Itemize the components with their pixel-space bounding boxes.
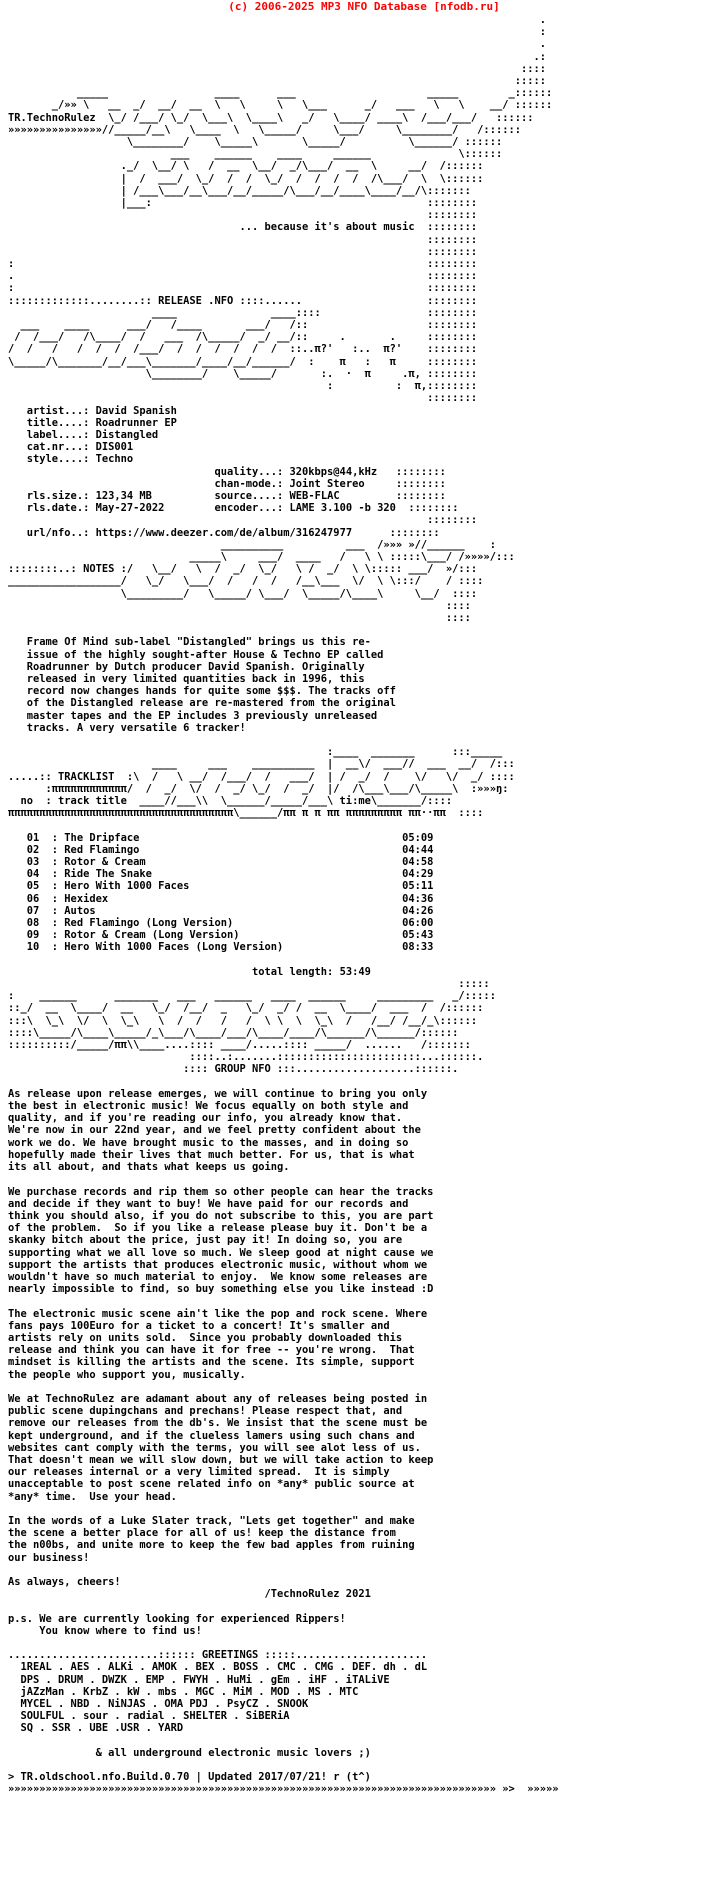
group-nfo-spacer [8, 1076, 559, 1088]
greetings-header: ........................:::::: GREETINGS :::::..................... [8, 1649, 428, 1662]
footer-spacer [8, 1759, 559, 1771]
notes-spacer [8, 734, 559, 746]
chanmode-value: Joint Stereo [289, 477, 365, 490]
greetings-footer: & all underground electronic music lovers ;) [95, 1746, 371, 1759]
greetings-list: 1REAL . AES . ALKi . AMOK . BEX . BOSS . CMC . CMG . DEF. dh . dL DPS . DRUM . DWZK . EMP . FWYH . HuMi . gEm . iHF . iTALiVE jAZzMan . KrbZ . kW . mbs . MGC . MiM . MOD . MS . MTC MYCEL . NBD . NiNJAS . OMA PDJ . PsyCZ . SNOOK SOULFUL . sour . radial . SHELTER . SiBERiA SQ . SSR . UBE .USR . YARD [20, 1661, 428, 1735]
group-nfo-text: As release upon release emerges, we will continue to bring you only the best in electronic music! We focus equally on both style and quality, and if you're reading our info, you already know that. We're now in our 22nd year, and we feel pretty confident about the work we do. We have brought music to the masses, and in doing so hopefully made their lives that much better. For us, that is what its all about, and thats what keeps us going. We purchase records and rip them so other people can hear the tracks and decide if they want to buy! We have paid for our records and think you should also, if you do not subscribe to this, you are part of the problem. So if you like a release please buy it. Don't be a skanky bitch about the price, just pay it! In doing so, you are supporting what we all love so much. We sleep good at night cause we support the artists that produces electronic music, without whom we wouldn't have so much material to enjoy. We know some releases are nearly impossible to find, so buy something else you like instead :D The electronic music scene ain't like the pop and rock scene. Where fans pays 100Euro for a ticket to a concert! It's smaller and artists rely on units sold. Since you probably downloaded this release and think you can have it for free -- you're wrong. That mindset is killing the artists and the scene. Its simple, support the people who support you, musically. We at TechnoRulez are adamant about any of releases being posted in public scene dupingchans and prechans! Please respect that, and remove our releases from the db's. We insist that the scene must be kept underground, and if the clueless lamers using such chans and websites cant comply with the terms, you will see alot less of us. That doesn't mean we will slow down, but we will take action to keep our releases internal or a very limited spread. It is simply unacceptable to post scene related info on *any* public source at *any* time. Use your head. In the words of a Luke Slater track, "Lets get together" and make the scene a better place for all of us! keep the distance from the n00bs, and unite more to keep the few bad apples from ruining our business! As always, cheers! [8, 1087, 434, 1588]
date-value: May-27-2022 [95, 502, 165, 515]
notes-text: Frame Of Mind sub-label "Distangled" brings us this re- issue of the highly sought-after House & Techno EP called Roadrunner by Dutch producer David Spanish. Originally released in very limited quantities back in 1996, this record now changes hands for quite some $$$. The tracks off of the Distangled release are re-mastered from the original master tapes and the EP includes 3 previously unreleased tracks. A very versatile 6 tracker! [26, 636, 396, 734]
track-list: 01 : The Dripface 05:09 02 : Red Flamingo 04:44 03 : Rotor & Cream 04:58 04 : Ride The Snake 04:29 05 : Hero With 1000 Faces 05:11 06 : Hexidex 04:36 07 : Autos 04:26 08 : Red Flamingo (Long Version) 06:00 09 : Rotor & Cream (Long Version) 05:43 10 : Hero With 1000 Faces (Long Version) 08:33 [26, 831, 434, 954]
total-length-value: 53:49 [339, 965, 371, 978]
source-value: WEB-FLAC [289, 489, 340, 502]
notes-heading-art: __________ ___ /»»» »//______ : _____\ ___/ ____ / \ \ :::::\___/ /»»»»/::: ::::::::..: NOTES :/ \__/ \ / _/ \_/ \ / _/ \ \::::: ___/ »/::: __________________/ \_/ \___/ / / / /__\___ \/ \ \:::/ / :::: \_________/ \_____/ \___/ \_____/\____\ \__/ :::: :::: :::: [8, 538, 515, 624]
size-value: 123,34 MB [95, 489, 152, 502]
group-nfo-heading-art: ::::: : ______ _______ ___ ______ ____ ______ _________ _/::::: ::_/ __ \____/ __ \_/ /__/ _ \_/ _/ / __ \____/ ___ / /:::::: :::\ \_\ \/ \ \_\ \ / / / / \ \ \ \_\ / /__/ /__/_\:::::: ::::\_____/\____\_____/_\___/\____/___/\____/____/\______/\______/:::::: ::::::::::/_____/ππ\\____....:::: ____/.....:::: _____/ ...... /::::::: ::::..:.......:::::::::::::::::::::::...::::::. :::: GROUP NFO :::...................::::::. [8, 978, 496, 1076]
artist-value: David Spanish [95, 404, 177, 417]
url-link[interactable]: https://www.deezer.com/de/album/316247977 [95, 526, 353, 539]
total-length: total length: 53:49 [251, 965, 371, 978]
notes-body [8, 624, 559, 636]
tracklist-heading-art: :____ _______ :::_____ ____ ___ __________ | __\/ ___// ___ __/ /::: .....:: TRACKLIST :\ / \ __/ /___/ / ___/ | / _/ / \/ \/ _/ :::: :ππππππππππππ/ / _/ \/ / _/ \_/ / _/ |/ /\___\___/\_____\ :»»»ŋ: no : track title ____//___\\ \______/_____/___\ ti:me\_______/:::: ππππππππππππππππππππππππππππππππππππ\______/ππ π π ππ πππππππππ ππ··ππ :::: [8, 746, 515, 820]
footer-build: > TR.oldschool.nfo.Build.0.70 | Updated 2017/07/21! r (t^) »»»»»»»»»»»»»»»»»»»»»»»»»»»»»»»»»»»»»»»»»»»»»»»»»»»»»»»»»»»»»»»»»»»»»»»»»»»»»» »> »»»»» [8, 1771, 559, 1796]
label-value: Distangled [95, 428, 159, 441]
ascii-logo-art: . : . .: :::: ::::: _____ ____ ___ _____ _:::::: _/»» \ __ _/ __/ __ \ \ \ \___ _/ ___ \ \ __/ :::::: TR.TechnoRulez \_/ /___/ \_/ \___\ \____\ _/ \____/ ____\ /___/___/ :::::: »»»»»»»»»»»»»»»//_____/__\ \____ \ \_____/ \___/ \________/ /:::::: \________/ \_____\ \_____/ \______/ :::::: ___ ______ ____ ______ \:::::: ._/ \__/ \ / __ \__/ _/\___/ __ \ __/ /:::::: | / ___/ \_/ / / \_/ / / / / /\___/ \ \:::::: | /___\___/__\___/__/_____/\___/__/____\____/__/\::::::: |___: :::::::: :::::::: ... because it's about music :::::::: :::::::: :::::::: : :::::::: . :::::::: : :::::::: :::::::::::::........:: RELEASE .NFO ::::...... :::::::: ____ ____:::: :::::::: ___ ____ ___/ /____ ___/ /:: :::::::: / /___/ /\____/ / ___ /\_____/ _/ __/:: . . :::::::: / / / / / / /___/ / / / / / / ::..π?' :.. π?' :::::::: \_____/\_______/__/___\_______/____/__/______/ : π : π :::::::: \________/ \_____/ :. · π .π, :::::::: : : π,:::::::: :::::::: [8, 14, 553, 405]
release-info: artist...: David Spanish title....: Roadrunner EP label....: Distangled cat.nr...: DIS001 style....: Techno quality...: 320kbps@44,kHz :::::::: chan-mode.: Joint Stereo :::::::: rls.size.: 123,34 MB source....: WEB-FLAC :::::::: rls.date.: May-27-2022 encoder...: LAME 3.100 -b 320 :::::::: :::::::: url/nfo..: https://www.deezer.com/de/album/316247977 :::::::: [8, 404, 478, 539]
nfo-document [8, 14, 559, 1796]
site-header: (c) 2006-2025 MP3 NFO Database [nfodb.ru] [228, 0, 500, 13]
title-value: Roadrunner EP [95, 416, 177, 429]
quality-value: 320kbps@44,kHz [289, 465, 378, 478]
style-value: Techno [95, 453, 134, 466]
ps-note: p.s. We are currently looking for experienced Rippers! You know where to find us! [8, 1612, 346, 1637]
tracklist-spacer [8, 819, 559, 831]
catnr-value: DIS001 [95, 441, 134, 454]
encoder-value: LAME 3.100 -b 320 [289, 502, 396, 515]
signature: /TechnoRulez 2021 [264, 1588, 371, 1601]
